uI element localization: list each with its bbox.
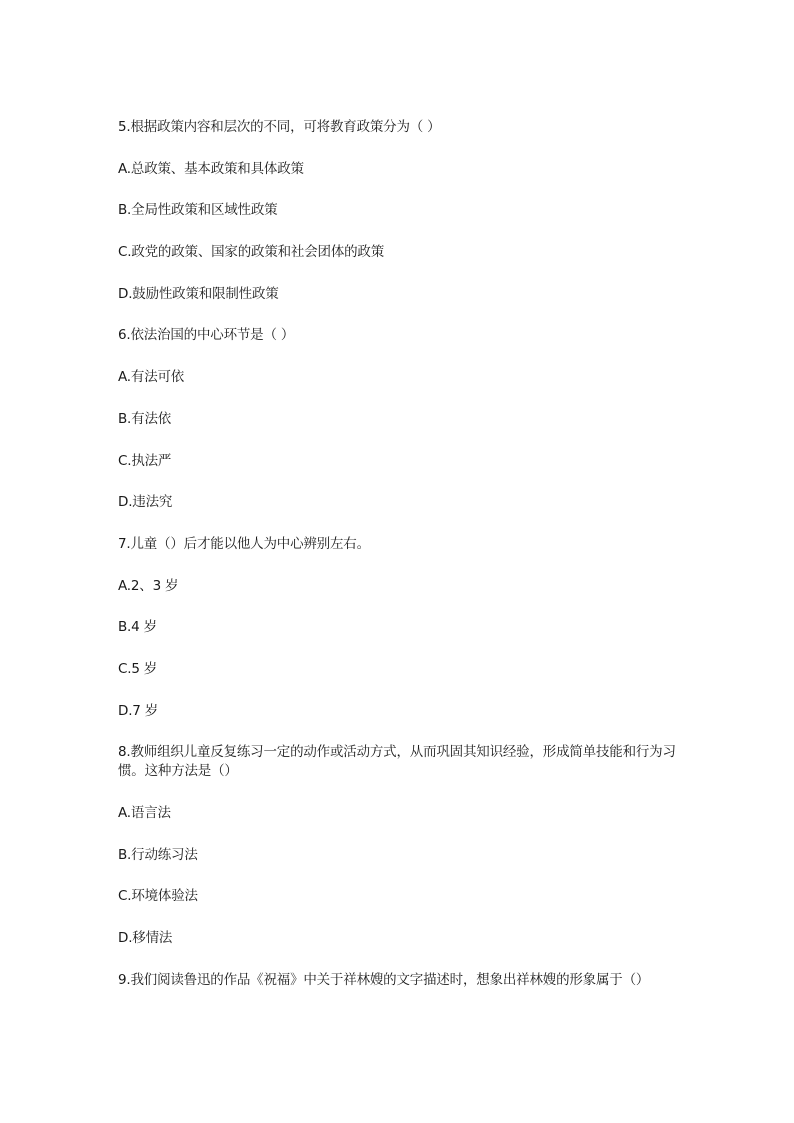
answer-option: C.环境体验法 — [118, 888, 198, 905]
answer-option: D.鼓励性政策和限制性政策 — [118, 285, 279, 302]
answer-option: A.有法可依 — [118, 369, 185, 386]
document-body — [118, 118, 678, 1012]
question-stem: 5.根据政策内容和层次的不同，可将教育政策分为（ ） — [118, 119, 441, 135]
answer-option: B.行动练习法 — [118, 846, 198, 863]
question-stem: 6.依法治国的中心环节是（ ） — [118, 327, 295, 344]
answer-option: B.4 岁 — [118, 619, 157, 636]
answer-option: A.语言法 — [118, 805, 171, 821]
answer-option: D.7 岁 — [118, 702, 159, 719]
answer-option: C.5 岁 — [118, 660, 158, 677]
answer-option: B.全局性政策和区域性政策 — [118, 202, 278, 219]
question-stem: 8.教师组织儿童反复练习一定的动作或活动方式，从而巩固其知识经验，形成简单技能和行为习惯。这种方法是（） — [118, 744, 676, 780]
answer-option: C.执法严 — [118, 452, 172, 469]
answer-option: C.政党的政策、国家的政策和社会团体的政策 — [118, 244, 385, 261]
answer-option: B.有法依 — [118, 410, 172, 427]
answer-option: D.移情法 — [118, 930, 173, 947]
question-stem: 7.儿童（）后才能以他人为中心辨别左右。 — [118, 535, 370, 552]
answer-option: A.总政策、基本政策和具体政策 — [118, 160, 304, 177]
answer-option: A.2、3 岁 — [118, 577, 179, 594]
answer-option: D.违法究 — [118, 494, 173, 511]
question-stem: 9.我们阅读鲁迅的作品《祝福》中关于祥林嫂的文字描述时，想象出祥林嫂的形象属于（） — [118, 971, 650, 988]
